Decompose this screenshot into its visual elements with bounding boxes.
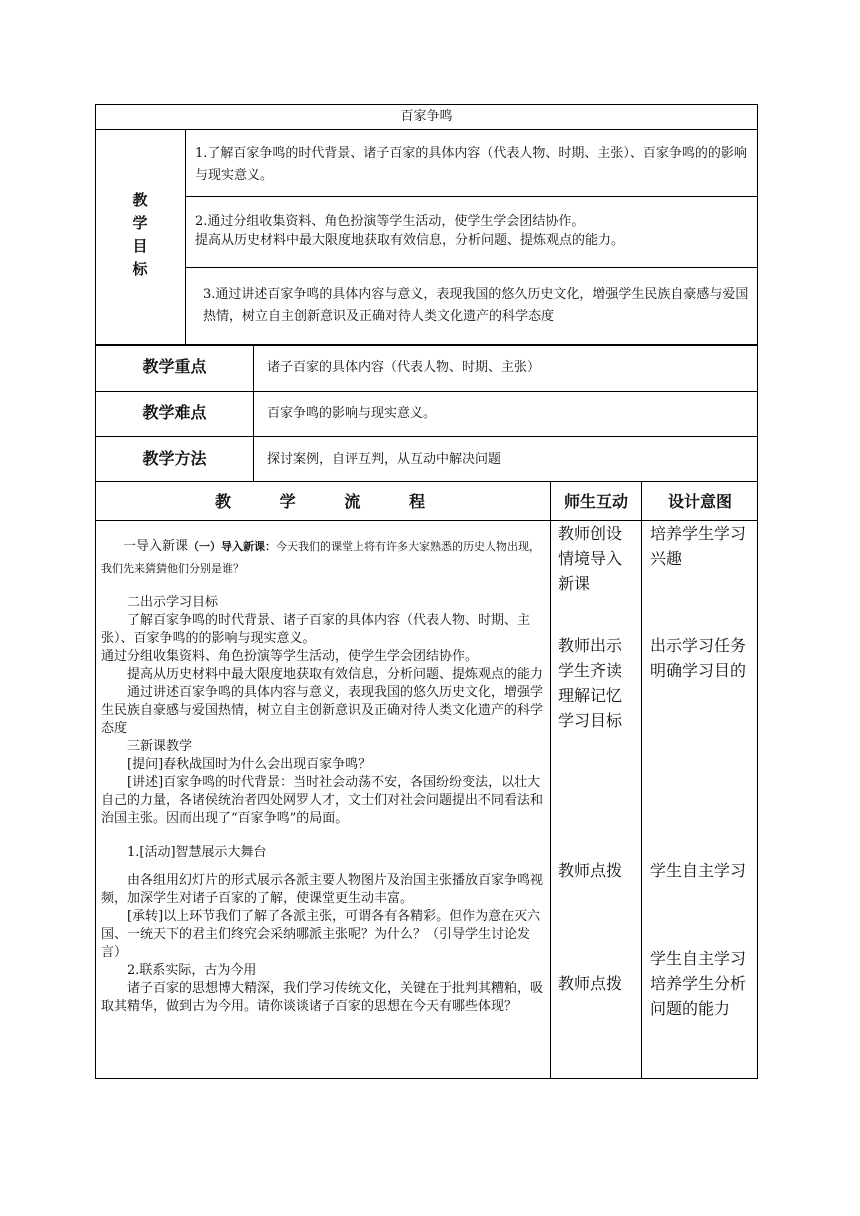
interaction-3: 教师点拨 [558,861,623,880]
act1-line-1: 由各组用幻灯片的形式展示各派主要人物图片及治国主张播放百家争鸣视频，加深学生对诸子百家的了解，使课堂更生动丰富。 [101,873,544,906]
section3-title: 三新课教学 [127,739,193,754]
section2-title: 二出示学习目标 [127,595,219,610]
page-title: 百家争鸣 [400,109,453,124]
objective-3: 3.通过讲述百家争鸣的具体内容与意义，表现我国的悠久历史文化，增强学生民族自豪感与爱国热情，树立自主创新意识及正确对待人类文化遗产的科学态度 [203,287,749,324]
difficulties-value: 百家争鸣的影响与现实意义。 [267,406,437,421]
flow-header-process: 教 学 流 程 [215,492,425,511]
intent-2: 出示学习任务 明确学习目的 [650,636,779,680]
key-points-label: 教学重点 [142,357,207,376]
s3-line-1: [提问]春秋战国时为什么会出现百家争鸣？ [127,757,372,772]
key-points-value: 诸子百家的具体内容（代表人物、时期、主张） [267,360,541,375]
act2-line-1: 诸子百家的思想博大精深，我们学习传统文化，关键在于批判其糟粕，吸取其精华，做到古为今用。请你谈谈诸子百家的思想在今天有哪些体现？ [101,981,544,1014]
intro-paragraph: 一导入新课（一）导入新课：今天我们的课堂上将有许多大家熟悉的历史人物出现，我们先来猜猜他们分别是谁？ [101,539,541,575]
methods-label: 教学方法 [142,449,207,468]
interaction-4: 教师点拨 [558,974,623,993]
act1-line-2: [承转]以上环节我们了解了各派主张，可谓各有各精彩。但作为意在灭六国、一统天下的君主们终究会采纳哪派主张呢？为什么？（引导学生讨论发言） [101,909,541,960]
s2-line-4: 通过讲述百家争鸣的具体内容与意义，表现我国的悠久历史文化，增强学生民族自豪感与爱国热情，树立自主创新意识及正确对待人类文化遗产的科学态度 [101,685,544,736]
interaction-1: 教师创设情境导入新课 [558,524,623,593]
intent-4: 学生自主学习培养学生分析问题的能力 [650,949,747,1018]
s2-line-2: 通过分组收集资料、角色扮演等学生活动，使学生学会团结协作。 [101,649,479,664]
objectives-label: 教 学 目 标 [132,191,148,278]
flow-header-interaction: 师生互动 [563,492,628,511]
interaction-2: 教师出示学生齐读理解记忆学习目标 [558,636,623,730]
objective-2: 2.通过分组收集资料、角色扮演等学生活动，使学生学会团结协作。 提高从历史材料中最大限度地获取有效信息，分析问题、提炼观点的能力。 [195,214,625,248]
lesson-plan-table [95,104,779,1079]
s3-line-2: [讲述]百家争鸣的时代背景：当时社会动荡不安，各国纷纷变法，以壮大自己的力量，各诸侯统治者四处网罗人才，文士们对社会问题提出不同看法和治国主张。因而出现了“百家争鸣”的局面。 [101,775,544,826]
s2-line-1: 了解百家争鸣的时代背景、诸子百家的具体内容（代表人物、时期、主张）、百家争鸣的的影响与现实意义。 [101,613,531,646]
activity2-title: 2.联系实际，古为今用 [127,963,257,978]
difficulties-label: 教学难点 [142,403,207,422]
intent-3: 学生自主学习 [650,861,747,880]
objective-1: 1.了解百家争鸣的时代背景、诸子百家的具体内容（代表人物、时期、主张）、百家争鸣的的影响与现实意义。 [195,146,747,183]
flow-header-intent: 设计意图 [667,492,732,511]
methods-value: 探讨案例，自评互判，从互动中解决问题 [267,452,502,467]
activity1-title: 1.[活动]智慧展示大舞台 [127,845,267,860]
flow-content [101,536,545,1016]
intent-1: 培养学生学习兴趣 [650,524,747,568]
s2-line-3: 提高从历史材料中最大限度地获取有效信息，分析问题、提炼观点的能力 [127,667,544,682]
